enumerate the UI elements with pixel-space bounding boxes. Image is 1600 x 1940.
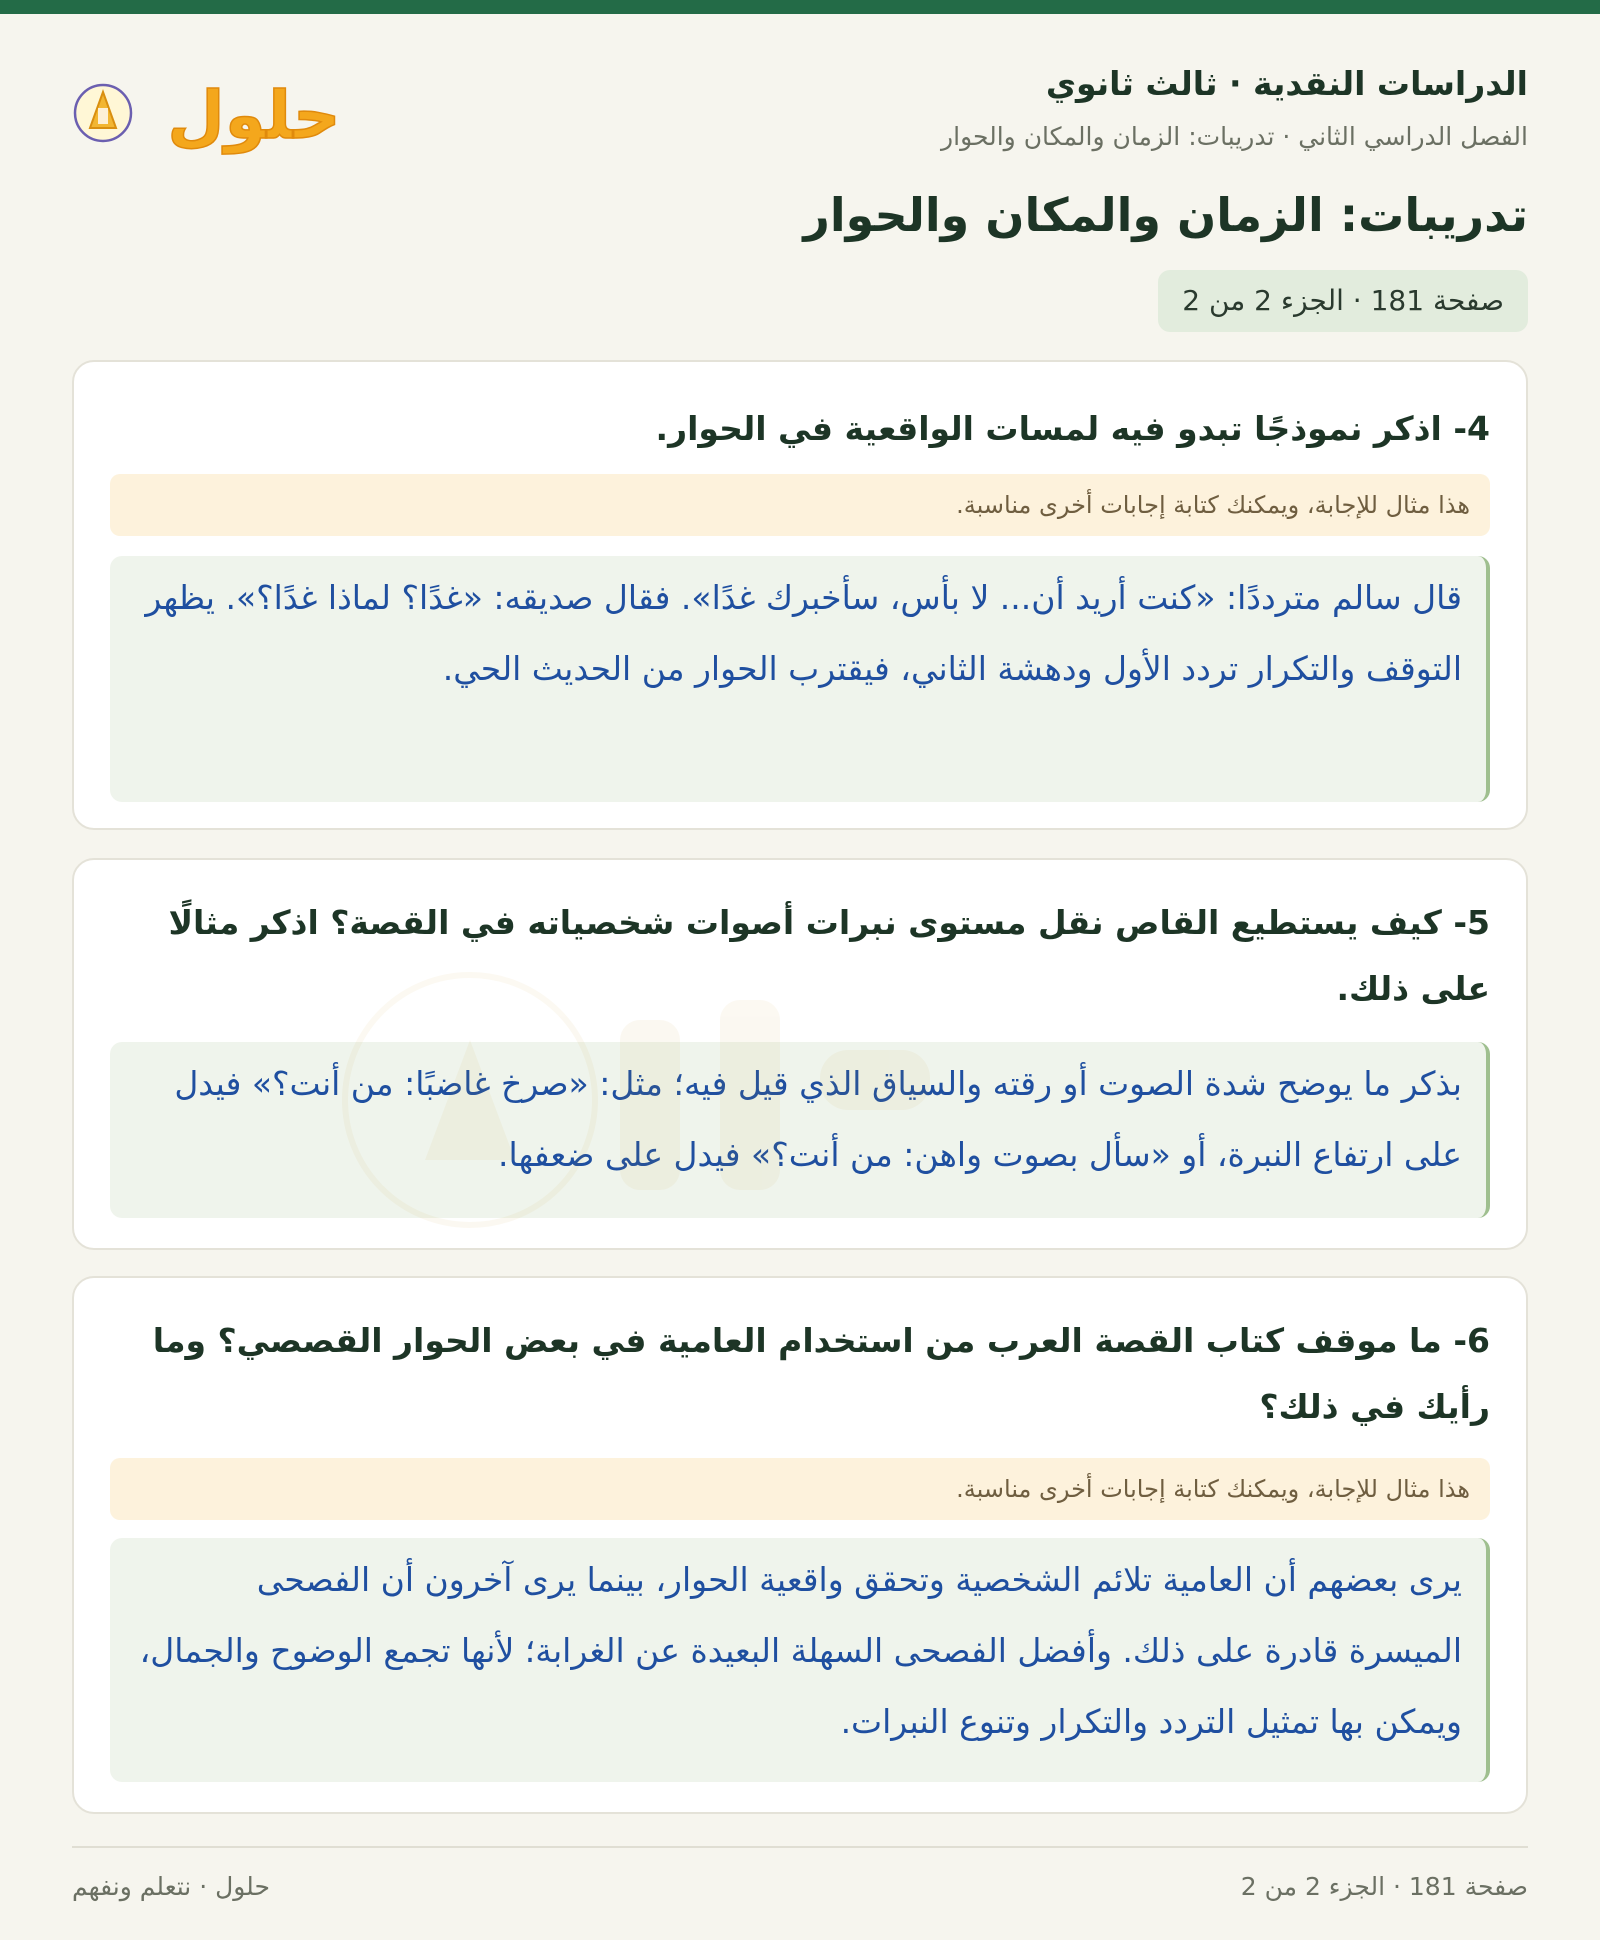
top-accent-bar xyxy=(0,0,1600,14)
footer-page: صفحة 181 · الجزء 2 من 2 xyxy=(1240,1872,1528,1901)
answer-note: هذا مثال للإجابة، ويمكنك كتابة إجابات أخرى مناسبة. xyxy=(110,474,1490,536)
logo-text: حلول xyxy=(167,77,341,154)
page-badge: صفحة 181 · الجزء 2 من 2 xyxy=(1158,270,1528,332)
page-title: تدريبات: الزمان والمكان والحوار xyxy=(803,188,1528,242)
breadcrumb: الفصل الدراسي الثاني · تدريبات: الزمان والمكان والحوار xyxy=(941,122,1528,151)
question-text: 6- ما موقف كتاب القصة العرب من استخدام العامية في بعض الحوار القصصي؟ وما رأيك في ذلك؟ xyxy=(152,1321,1490,1426)
answer-box: بذكر ما يوضح شدة الصوت أو رقته والسياق الذي قيل فيه؛ مثل: «صرخ غاضبًا: من أنت؟» فيدل على ارتفاع النبرة، أو «سأل بصوت واهن: من أنت؟» فيدل على ضعفها. xyxy=(110,1042,1490,1218)
question-card-5 xyxy=(72,858,1528,1250)
footer-divider xyxy=(72,1846,1528,1848)
hulul-logo-icon xyxy=(72,58,341,168)
answer-box: قال سالم مترددًا: «كنت أريد أن... لا بأس، سأخبرك غدًا». فقال صديقه: «غدًا؟ لماذا غدًا؟». يظهر التوقف والتكرار تردد الأول ودهشة الثاني، فيقترب الحوار من الحديث الحي. xyxy=(110,556,1490,802)
question-text: 5- كيف يستطيع القاص نقل مستوى نبرات أصوات شخصياته في القصة؟ اذكر مثالًا على ذلك. xyxy=(168,903,1490,1008)
question-card-4 xyxy=(72,360,1528,830)
subject-title: الدراسات النقدية · ثالث ثانوي xyxy=(1045,64,1528,103)
question-card-6 xyxy=(72,1276,1528,1814)
question-text: 4- اذكر نموذجًا تبدو فيه لمسات الواقعية في الحوار. xyxy=(655,409,1490,448)
answer-box: يرى بعضهم أن العامية تلائم الشخصية وتحقق واقعية الحوار، بينما يرى آخرون أن الفصحى الميسرة قادرة على ذلك. وأفضل الفصحى السهلة البعيدة عن الغرابة؛ لأنها تجمع الوضوح والجمال، ويمكن بها تمثيل التردد والتكرار وتنوع النبرات. xyxy=(110,1538,1490,1782)
footer-brand: حلول · نتعلم ونفهم xyxy=(72,1872,270,1901)
page-header xyxy=(72,58,1528,168)
answer-note: هذا مثال للإجابة، ويمكنك كتابة إجابات أخرى مناسبة. xyxy=(110,1458,1490,1520)
